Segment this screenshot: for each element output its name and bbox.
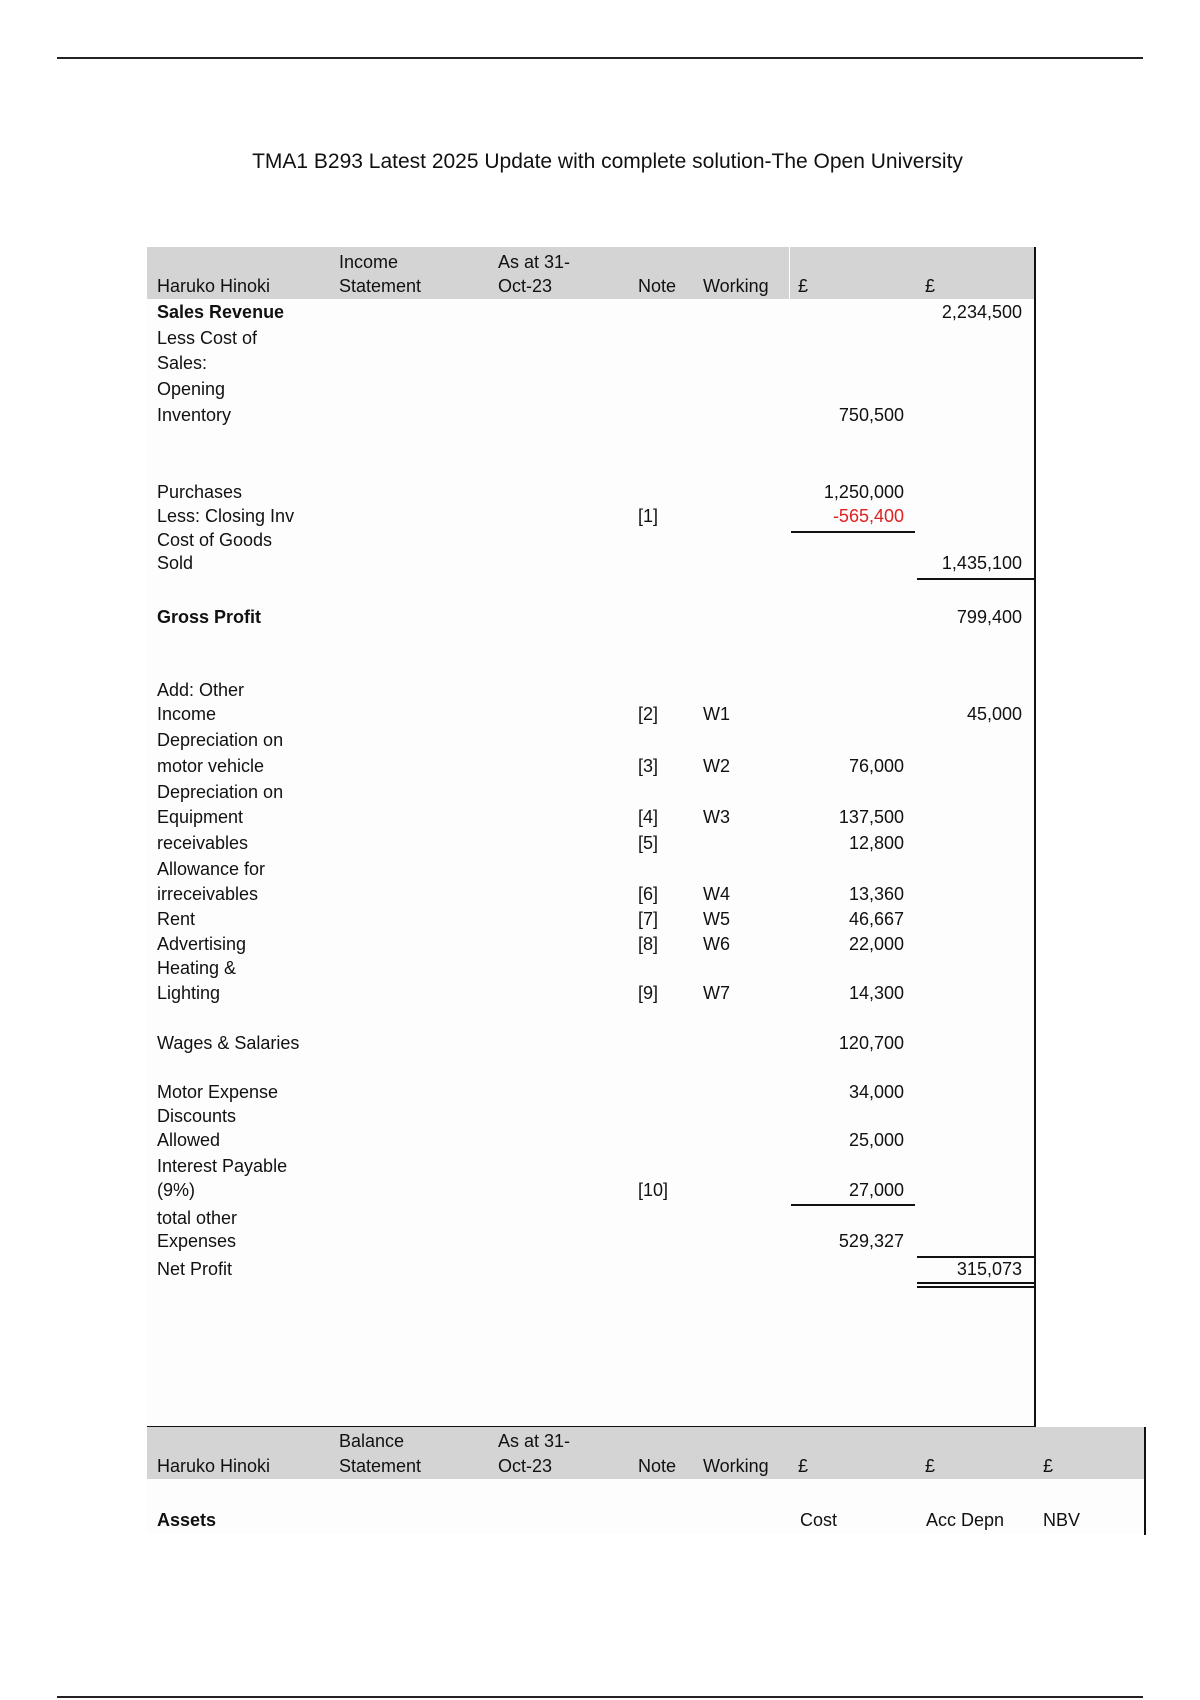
underline-closing-inv [791, 531, 915, 533]
row-dep-mv-note: [3] [638, 756, 659, 776]
row-allowance-note: [6] [638, 884, 659, 904]
is-header-working: Working [703, 276, 769, 296]
row-opening-inventory-label-2: Inventory [157, 405, 232, 425]
row-net-profit-total: 315,073 [956, 1259, 1022, 1279]
row-wages-label: Wages & Salaries [157, 1033, 300, 1053]
row-cogs-label-1: Cost of Goods [157, 530, 273, 550]
underline-interest [791, 1204, 915, 1206]
row-dep-eq-amount: 137,500 [838, 807, 904, 827]
row-other-income-note: [2] [638, 704, 659, 724]
is-header-name: Haruko Hinoki [157, 276, 271, 296]
bottom-rule [57, 1696, 1143, 1698]
row-other-income-working: W1 [703, 704, 730, 724]
row-heating-label-1: Heating & [157, 958, 237, 978]
row-gross-profit-total: 799,400 [956, 607, 1022, 627]
row-allowance-working: W4 [703, 884, 730, 904]
row-dep-eq-label-2: Equipment [157, 807, 244, 827]
is-header-currency-1: £ [798, 276, 809, 296]
row-opening-inventory-label-1: Opening [157, 379, 226, 399]
row-wages-amount: 120,700 [838, 1033, 904, 1053]
row-dep-mv-working: W2 [703, 756, 730, 776]
underline-cogs [917, 578, 1034, 580]
row-interest-note: [10] [638, 1180, 669, 1200]
row-advertising-working: W6 [703, 934, 730, 954]
bs-header-date-1: As at 31- [498, 1431, 571, 1451]
row-heating-label-2: Lighting [157, 983, 221, 1003]
row-receivables-label: receivables [157, 833, 249, 853]
bs-col-cost: Cost [800, 1510, 838, 1530]
row-less-cost-label-1: Less Cost of [157, 328, 258, 348]
bs-header-statement-1: Balance [339, 1431, 405, 1451]
bs-col-nbv: NBV [1043, 1510, 1081, 1530]
row-dep-eq-note: [4] [638, 807, 659, 827]
row-receivables-amount: 12,800 [848, 833, 904, 853]
double-underline-net-profit-2 [917, 1286, 1034, 1288]
row-closing-inv-label: Less: Closing Inv [157, 506, 295, 526]
row-dep-mv-amount: 76,000 [848, 756, 904, 776]
row-rent-working: W5 [703, 909, 730, 929]
balance-statement-right-border [1144, 1427, 1146, 1535]
row-advertising-note: [8] [638, 934, 659, 954]
bs-header-working: Working [703, 1456, 769, 1476]
bs-assets-label: Assets [157, 1510, 217, 1530]
bs-header-date-2: Oct-23 [498, 1456, 553, 1476]
row-interest-label-1: Interest Payable [157, 1156, 288, 1176]
row-advertising-label: Advertising [157, 934, 247, 954]
row-discounts-label-1: Discounts [157, 1106, 237, 1126]
row-other-income-label-1: Add: Other [157, 680, 245, 700]
row-dep-eq-label-1: Depreciation on [157, 782, 284, 802]
row-rent-note: [7] [638, 909, 659, 929]
row-interest-label-2: (9%) [157, 1180, 196, 1200]
bs-header-statement-2: Statement [339, 1456, 422, 1476]
row-motor-expense-amount: 34,000 [848, 1082, 904, 1102]
is-header-date-1: As at 31- [498, 252, 571, 272]
header-divider [789, 247, 790, 299]
is-header-statement-1: Income [339, 252, 399, 272]
row-total-other-label-1: total other [157, 1208, 238, 1228]
row-rent-amount: 46,667 [848, 909, 904, 929]
row-total-other-label-2: Expenses [157, 1231, 237, 1251]
is-header-currency-2: £ [925, 276, 936, 296]
income-statement-right-border [1034, 247, 1036, 1427]
row-dep-mv-label-1: Depreciation on [157, 730, 284, 750]
bs-col-acc-depn: Acc Depn [926, 1510, 1005, 1530]
row-gross-profit-label: Gross Profit [157, 607, 262, 627]
row-net-profit-label: Net Profit [157, 1259, 233, 1279]
row-advertising-amount: 22,000 [848, 934, 904, 954]
row-heating-note: [9] [638, 983, 659, 1003]
double-underline-net-profit-1 [917, 1282, 1034, 1284]
is-header-date-2: Oct-23 [498, 276, 553, 296]
row-allowance-label-1: Allowance for [157, 859, 266, 879]
row-allowance-label-2: irreceivables [157, 884, 259, 904]
row-closing-inv-note: [1] [638, 506, 659, 526]
row-heating-amount: 14,300 [848, 983, 904, 1003]
row-sales-revenue-total: 2,234,500 [941, 302, 1022, 322]
document-title: TMA1 B293 Latest 2025 Update with complete solution-The Open University [252, 150, 963, 173]
row-discounts-amount: 25,000 [848, 1130, 904, 1150]
top-rule [57, 57, 1143, 59]
row-interest-amount: 27,000 [848, 1180, 904, 1200]
row-other-income-label-2: Income [157, 704, 217, 724]
bs-header-currency-3: £ [1043, 1456, 1054, 1476]
income-statement-header-band [147, 247, 1035, 299]
row-heating-working: W7 [703, 983, 730, 1003]
row-dep-eq-working: W3 [703, 807, 730, 827]
is-header-note: Note [638, 276, 677, 296]
row-rent-label: Rent [157, 909, 196, 929]
is-header-statement-2: Statement [339, 276, 422, 296]
row-cogs-label-2: Sold [157, 553, 194, 573]
row-dep-mv-label-2: motor vehicle [157, 756, 265, 776]
bs-header-name: Haruko Hinoki [157, 1456, 271, 1476]
bs-header-note: Note [638, 1456, 677, 1476]
row-less-cost-label-2: Sales: [157, 353, 208, 373]
bs-header-currency-2: £ [925, 1456, 936, 1476]
row-receivables-note: [5] [638, 833, 659, 853]
bs-header-currency-1: £ [798, 1456, 809, 1476]
row-total-other-amount: 529,327 [838, 1231, 904, 1251]
row-discounts-label-2: Allowed [157, 1130, 221, 1150]
row-closing-inv-amount: -565,400 [832, 506, 904, 526]
row-opening-inventory-amount: 750,500 [838, 405, 904, 425]
row-purchases-label: Purchases [157, 482, 243, 502]
row-motor-expense-label: Motor Expense [157, 1082, 279, 1102]
row-other-income-total: 45,000 [966, 704, 1022, 724]
row-cogs-total: 1,435,100 [941, 553, 1022, 573]
row-sales-revenue-label: Sales Revenue [157, 302, 285, 322]
row-purchases-amount: 1,250,000 [823, 482, 904, 502]
row-allowance-amount: 13,360 [848, 884, 904, 904]
